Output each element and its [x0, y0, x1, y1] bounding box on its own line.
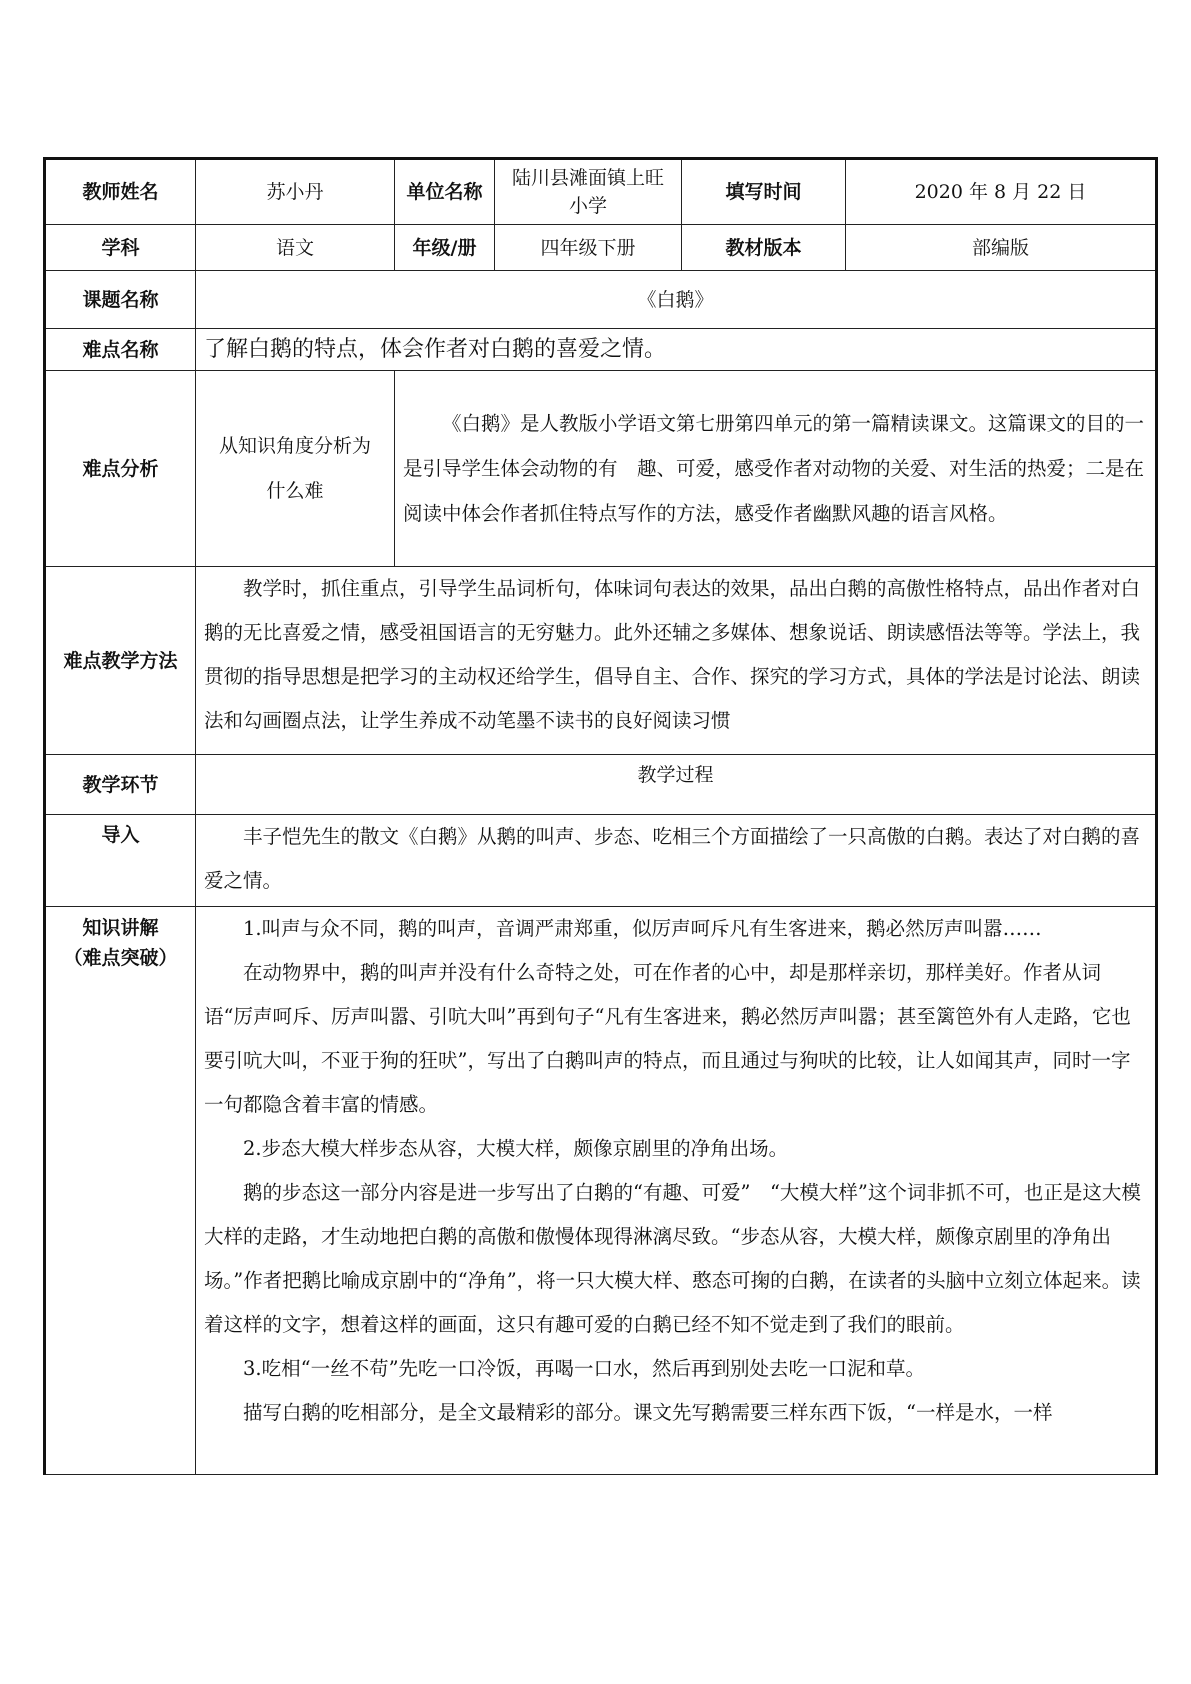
intro-row [45, 815, 1157, 907]
knowledge-label-line2: （难点突破） [63, 947, 178, 969]
grade-label: 年级/册 [395, 225, 495, 271]
method-label: 难点教学方法 [45, 567, 196, 755]
edition-value: 部编版 [846, 225, 1157, 271]
method-cell [196, 567, 1157, 755]
unit-label: 单位名称 [395, 159, 495, 225]
analysis-row [45, 371, 1157, 567]
knowledge-row [45, 907, 1157, 1475]
knowledge-cell [196, 907, 1157, 1475]
knowledge-paragraph: 描写白鹅的吃相部分，是全文最精彩的部分。课文先写鹅需要三样东西下饭，“一样是水，一样 [243, 1401, 1053, 1424]
difficulty-row [45, 329, 1157, 371]
process-header-row [45, 755, 1157, 815]
analysis-cell [395, 371, 1157, 567]
analysis-sublabel: 从知识角度分析为什么难 [196, 371, 395, 567]
unit-value: 陆川县滩面镇上旺小学 [495, 159, 682, 225]
knowledge-paragraph: 在动物界中，鹅的叫声并没有什么奇特之处，可在作者的心中，却是那样亲切，那样美好。作者从词语“厉声呵斥、厉声叫嚣、引吭大叫”再到句子“凡有生客进来，鹅必然厉声叫嚣；甚至篱笆外有人走路，它也要引吭大叫，不亚于狗的狂吠”，写出了白鹅叫声的特点，而且通过与狗吠的比较，让人如闻其声，同时一字一句都隐含着丰富的情感。 [204, 961, 1131, 1116]
topic-value: 《白鹅》 [196, 271, 1157, 329]
knowledge-label [45, 907, 196, 1475]
grade-value: 四年级下册 [495, 225, 682, 271]
subject-label: 学科 [45, 225, 196, 271]
date-value: 2020 年 8 月 22 日 [846, 159, 1157, 225]
analysis-label: 难点分析 [45, 371, 196, 567]
method-row [45, 567, 1157, 755]
analysis-text: 《白鹅》是人教版小学语文第七册第四单元的第一篇精读课文。这篇课文的目的一是引导学生体会动物的有 趣、可爱，感受作者对动物的关爱、对生活的热爱；二是在阅读中体会作者抓住特点写作的方法，感受作者幽默风趣的语言风格。 [403, 412, 1145, 525]
teacher-value: 苏小丹 [196, 159, 395, 225]
process-label: 教学环节 [45, 755, 196, 815]
knowledge-label-line1: 知识讲解 [82, 917, 159, 939]
subject-value: 语文 [196, 225, 395, 271]
difficulty-label: 难点名称 [45, 329, 196, 371]
subject-row [45, 225, 1157, 271]
header-row [45, 159, 1157, 225]
teacher-label: 教师姓名 [45, 159, 196, 225]
lesson-plan-table [43, 157, 1158, 1475]
intro-cell [196, 815, 1157, 907]
knowledge-paragraph: 鹅的步态这一部分内容是进一步写出了白鹅的“有趣、可爱” “大模大样”这个词非抓不可，也正是这大模大样的走路，才生动地把白鹅的高傲和傲慢体现得淋漓尽致。“步态从容，大模大样，颇像京剧里的净角出场。”作者把鹅比喻成京剧中的“净角”，将一只大模大样、憨态可掬的白鹅，在读者的头脑中立刻立体起来。读着这样的文字，想着这样的画面，这只有趣可爱的白鹅已经不知不觉走到了我们的眼前。 [204, 1181, 1141, 1336]
method-text: 教学时，抓住重点，引导学生品词析句，体味词句表达的效果，品出白鹅的高傲性格特点，品出作者对白鹅的无比喜爱之情，感受祖国语言的无穷魅力。此外还辅之多媒体、想象说话、朗读感悟法等等。学法上，我贯彻的指导思想是把学习的主动权还给学生，倡导自主、合作、探究的学习方式，具体的学法是讨论法、朗读法和勾画圈点法，让学生养成不动笔墨不读书的良好阅读习惯 [204, 577, 1141, 732]
knowledge-paragraph: 3.吃相“一丝不苟”先吃一口冷饭，再喝一口水，然后再到别处去吃一口泥和草。 [243, 1357, 926, 1380]
date-label: 填写时间 [682, 159, 846, 225]
difficulty-value: 了解白鹅的特点，体会作者对白鹅的喜爱之情。 [196, 329, 1157, 371]
topic-row [45, 271, 1157, 329]
process-value: 教学过程 [196, 755, 1157, 815]
intro-label: 导入 [45, 815, 196, 907]
intro-text: 丰子恺先生的散文《白鹅》从鹅的叫声、步态、吃相三个方面描绘了一只高傲的白鹅。表达了对白鹅的喜爱之情。 [204, 825, 1141, 892]
edition-label: 教材版本 [682, 225, 846, 271]
knowledge-paragraph: 2.步态大模大样步态从容，大模大样，颇像京剧里的净角出场。 [243, 1137, 789, 1160]
topic-label: 课题名称 [45, 271, 196, 329]
knowledge-paragraph: 1.叫声与众不同，鹅的叫声，音调严肃郑重，似厉声呵斥凡有生客进来，鹅必然厉声叫嚣…… [243, 917, 1042, 940]
